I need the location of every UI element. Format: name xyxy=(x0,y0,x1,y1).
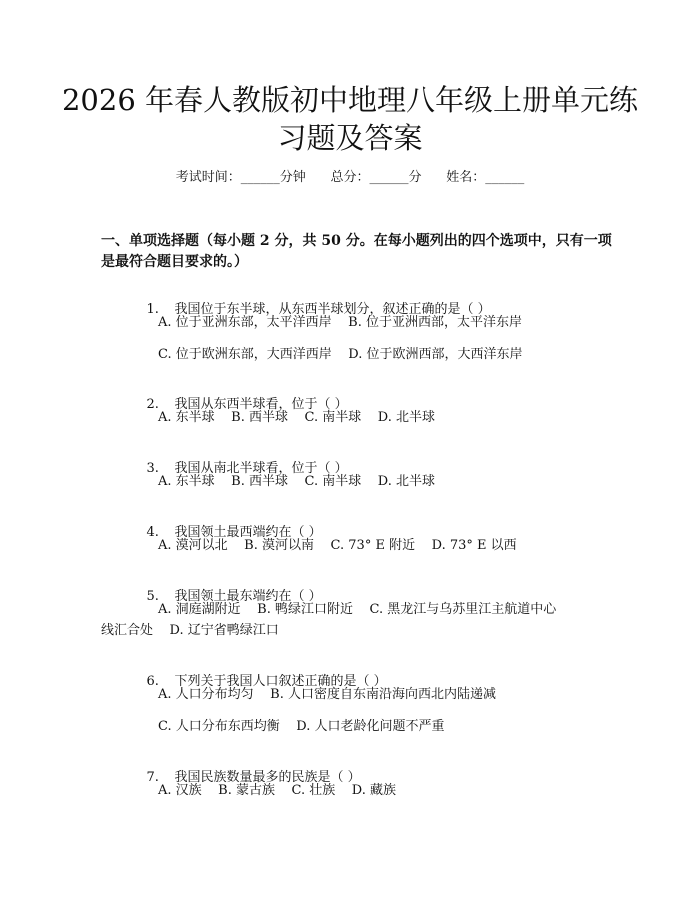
question-4-options: A. 漠河以北 B. 漠河以南 C. 73° E 附近 D. 73° E 以西 xyxy=(158,538,517,553)
question-number: 1. xyxy=(146,302,159,317)
question-number: 7. xyxy=(146,770,159,785)
question-number: 2. xyxy=(146,397,159,412)
question-stem: 我国位于东半球，从东西半球划分，叙述正确的是（ ） xyxy=(174,302,491,317)
question-5-options-continuation: 线汇合处 D. 辽宁省鸭绿江口 xyxy=(101,623,279,638)
question-number: 3. xyxy=(146,461,159,476)
question-7-options: A. 汉族 B. 蒙古族 C. 壮族 D. 藏族 xyxy=(158,783,397,798)
question-stem: 我国领土最西端约在（ ） xyxy=(174,525,322,540)
question-stem: 我国民族数量最多的民族是（ ） xyxy=(174,770,361,785)
section-heading-line1: 一、单项选择题（每小题 2 分，共 50 分。在每小题列出的四个选项中，只有一项 xyxy=(101,233,612,249)
exam-meta-info: 考试时间：______分钟 总分：______分 姓名：______ xyxy=(175,170,525,185)
question-2-options: A. 东半球 B. 西半球 C. 南半球 D. 北半球 xyxy=(158,410,436,425)
question-1-options-row-2: C. 位于欧洲东部，大西洋西岸 D. 位于欧洲西部，大西洋东岸 xyxy=(158,347,523,362)
question-5-options: A. 洞庭湖附近 B. 鸭绿江口附近 C. 黑龙江与乌苏里江主航道中心 xyxy=(158,602,557,617)
question-number: 5. xyxy=(146,589,159,604)
question-number: 4. xyxy=(146,525,159,540)
question-number: 6. xyxy=(146,674,159,689)
question-stem: 我国从南北半球看，位于（ ） xyxy=(174,461,348,476)
page-title-line1: 2026 年春人教版初中地理八年级上册单元练 xyxy=(61,83,639,117)
question-6-options-row-2: C. 人口分布东西均衡 D. 人口老龄化问题不严重 xyxy=(158,719,445,734)
section-heading-line2: 是最符合题目要求的。） xyxy=(101,254,248,270)
question-stem: 下列关于我国人口叙述正确的是（ ） xyxy=(174,674,387,689)
question-1-options-row-1: A. 位于亚洲东部，太平洋西岸 B. 位于亚洲西部，太平洋东岸 xyxy=(158,315,523,330)
page-title-line2: 习题及答案 xyxy=(277,121,423,155)
question-6-options-row-1: A. 人口分布均匀 B. 人口密度自东南沿海向西北内陆递减 xyxy=(158,687,497,702)
question-3-options: A. 东半球 B. 西半球 C. 南半球 D. 北半球 xyxy=(158,474,436,489)
question-stem: 我国从东西半球看，位于（ ） xyxy=(174,397,348,412)
question-stem: 我国领土最东端约在（ ） xyxy=(174,589,322,604)
